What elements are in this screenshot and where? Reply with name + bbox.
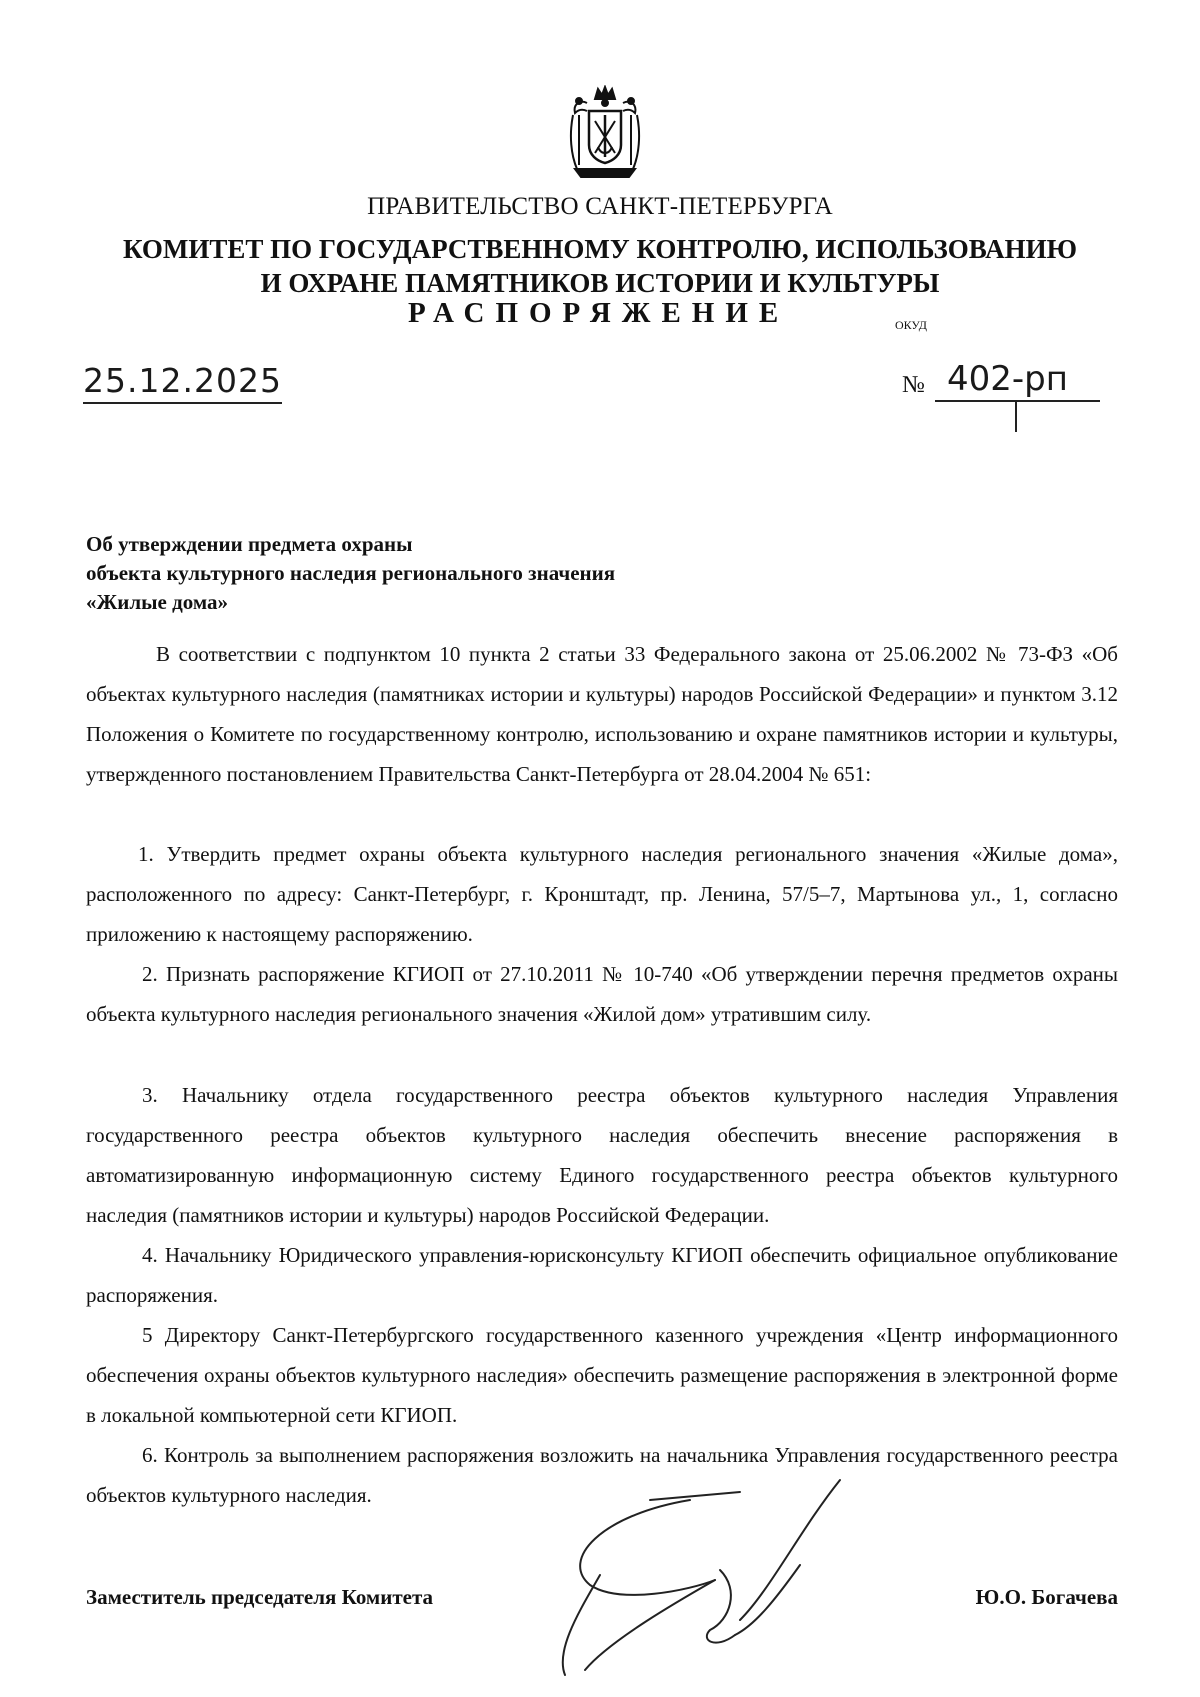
list-item: 1. Утвердить предмет охраны объекта культурного наследия регионального значения «Жилые дома», расположенного по адресу: Санкт-Петербург, г. Кронштадт, пр. Ленина, 57/5–7, Мартынова ул., 1, согласно приложению к настоящему распоряжению. bbox=[86, 842, 1118, 946]
number-label: № bbox=[902, 372, 925, 398]
document-subject bbox=[86, 530, 846, 617]
committee-line-1: КОМИТЕТ ПО ГОСУДАРСТВЕННОМУ КОНТРОЛЮ, ИСПОЛЬЗОВАНИЮ bbox=[123, 234, 1077, 264]
list-item: 5 Директору Санкт-Петербургского государственного казенного учреждения «Центр информационного обеспечения охраны объектов культурного наследия» обеспечить размещение распоряжения в электронной форме в локальной компьютерной сети КГИОП. bbox=[86, 1323, 1118, 1427]
committee-name bbox=[0, 232, 1200, 300]
handwritten-signature bbox=[540, 1470, 860, 1680]
list-item: 4. Начальнику Юридического управления-юрисконсульту КГИОП обеспечить официальное опубликование распоряжения. bbox=[86, 1243, 1118, 1307]
list-item: 6. Контроль за выполнением распоряжения возложить на начальника Управления государственного реестра объектов культурного наследия. bbox=[86, 1443, 1118, 1507]
st-petersburg-coat-of-arms-icon bbox=[565, 85, 645, 180]
document-date: 25.12.2025 bbox=[83, 362, 282, 404]
committee-line-2: И ОХРАНЕ ПАМЯТНИКОВ ИСТОРИИ И КУЛЬТУРЫ bbox=[260, 268, 940, 298]
document-number: 402-рп bbox=[935, 360, 1100, 402]
number-underline-tick bbox=[1015, 402, 1017, 432]
list-item: 2. Признать распоряжение КГИОП от 27.10.2011 № 10-740 «Об утверждении перечня предметов охраны объекта культурного наследия регионального значения «Жилой дом» утратившим силу. bbox=[86, 962, 1118, 1026]
list-item: 3. Начальнику отдела государственного реестра объектов культурного наследия Управления государственного реестра объектов культурного наследия обеспечить внесение распоряжения в автоматизированную информационную систему Единого государственного реестра объектов культурного наследия (памятников истории и культуры) народов Российской Федерации. bbox=[86, 1083, 1118, 1227]
document-type-title: РАСПОРЯЖЕНИЕ bbox=[408, 297, 790, 329]
subject-line-3: «Жилые дома» bbox=[86, 590, 228, 614]
signatory-name: Ю.О. Богачева bbox=[975, 1585, 1118, 1609]
subject-line-2: объекта культурного наследия регионального значения bbox=[86, 561, 616, 585]
subject-line-1: Об утверждении предмета охраны bbox=[86, 532, 413, 556]
government-name: ПРАВИТЕЛЬСТВО САНКТ-ПЕТЕРБУРГА bbox=[367, 193, 833, 220]
signatory-position: Заместитель председателя Комитета bbox=[86, 1585, 434, 1609]
okud-label: ОКУД bbox=[895, 318, 927, 332]
preamble-paragraph: В соответствии с подпунктом 10 пункта 2 статьи 33 Федерального закона от 25.06.2002 № 73-ФЗ «Об объектах культурного наследия (памятниках истории и культуры) народов Российской Федерации» и пунктом 3.12 Положения о Комитете по государственному контролю, использованию и охране памятников истории и культуры, утвержденного постановлением Правительства Санкт-Петербурга от 28.04.2004 № 651: bbox=[86, 642, 1118, 786]
